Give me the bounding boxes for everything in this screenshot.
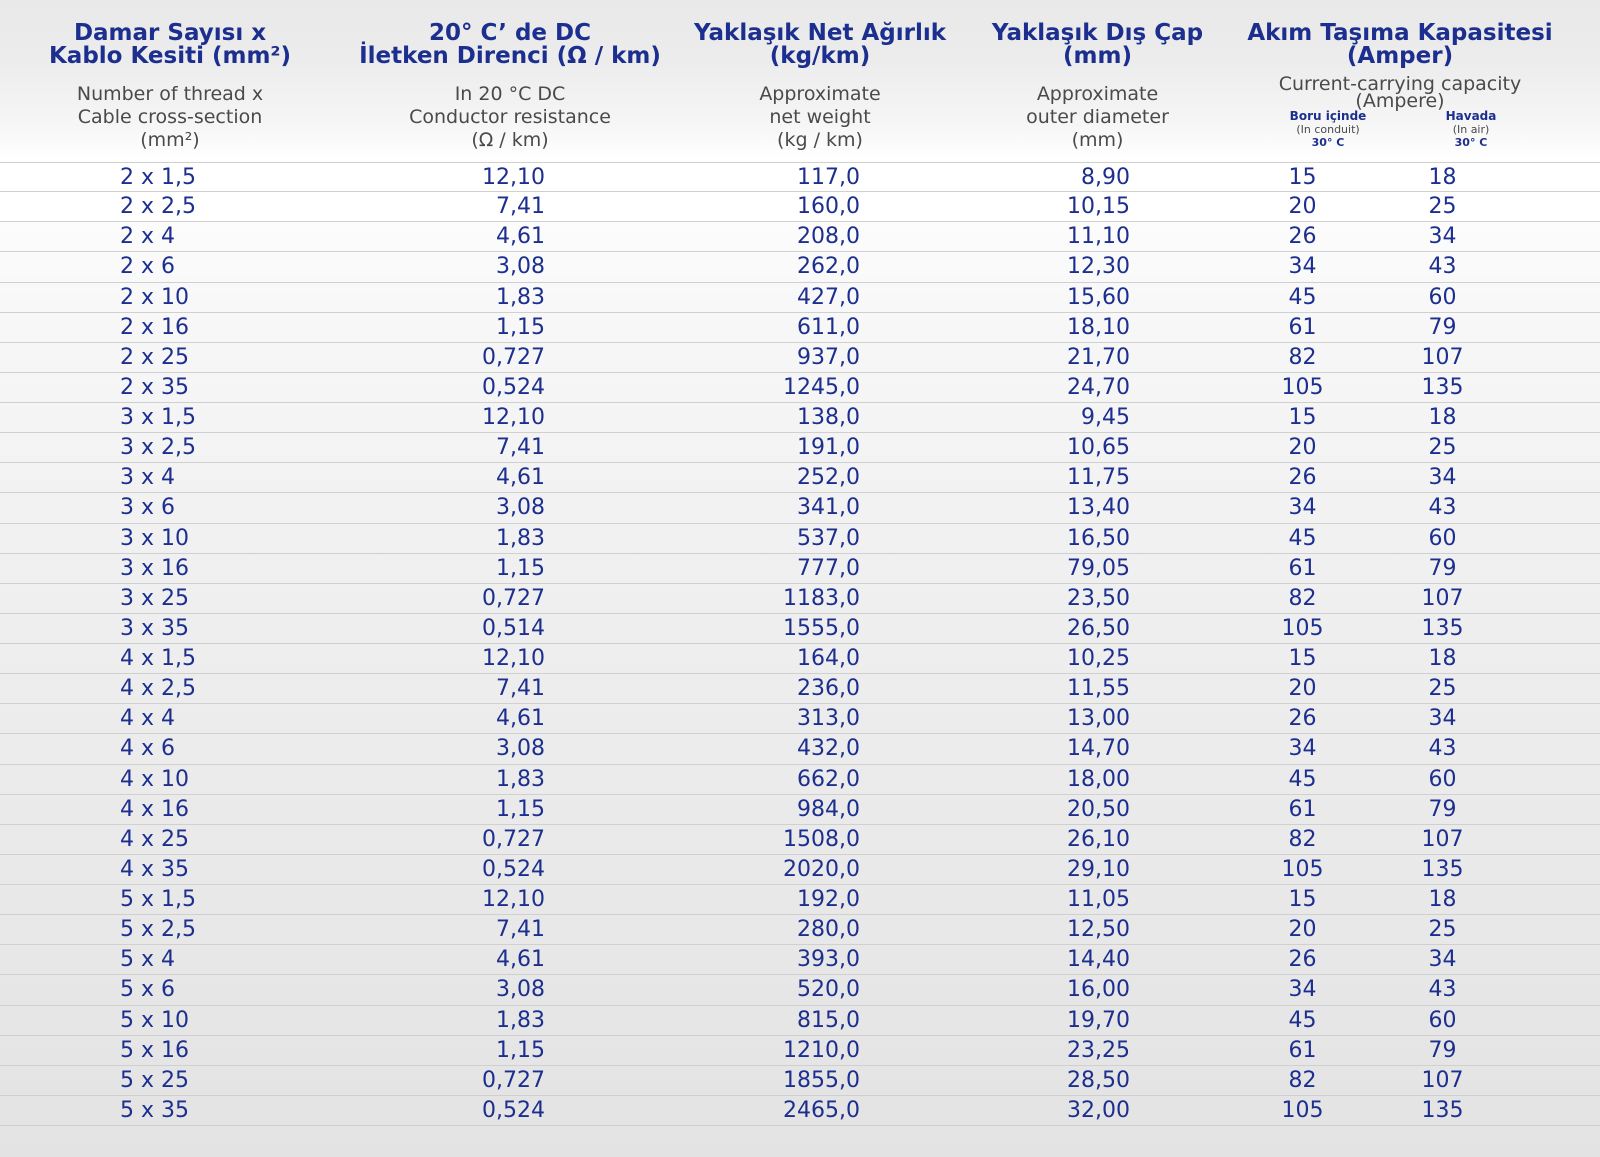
resistance-cell: 3,08 <box>496 736 545 762</box>
weight-cell: 191,0 <box>797 435 860 461</box>
conduit-capacity-cell: 61 <box>1288 314 1317 340</box>
resistance-cell: 4,61 <box>496 947 545 973</box>
cable-size-cell: 4 x 1,5 <box>120 646 196 671</box>
air-capacity-cell: 107 <box>1421 344 1464 370</box>
table-row <box>0 885 1600 915</box>
weight-cell: 984,0 <box>797 796 860 822</box>
subheader-in-conduit: Boru içinde (In conduit) 30° C <box>1289 109 1367 149</box>
table-row <box>0 1006 1600 1036</box>
cable-size-cell: 4 x 2,5 <box>120 676 196 702</box>
cable-size-cell: 5 x 4 <box>120 947 175 973</box>
header-title-en: Number of thread x Cable cross-section (mm²) <box>76 83 264 151</box>
air-capacity-cell: 43 <box>1428 495 1457 521</box>
weight-cell: 252,0 <box>797 465 860 491</box>
resistance-cell: 1,83 <box>496 525 545 551</box>
cable-size-cell: 3 x 6 <box>120 495 175 521</box>
conduit-capacity-cell: 34 <box>1288 254 1317 280</box>
air-capacity-cell: 25 <box>1428 194 1457 220</box>
cable-size-cell: 3 x 4 <box>120 465 175 491</box>
weight-cell: 164,0 <box>797 646 860 671</box>
diameter-cell: 18,00 <box>1067 766 1130 792</box>
cable-size-cell: 3 x 35 <box>120 615 189 641</box>
air-capacity-cell: 43 <box>1428 977 1457 1003</box>
weight-cell: 138,0 <box>797 405 860 430</box>
air-capacity-cell: 34 <box>1428 224 1457 250</box>
conduit-capacity-cell: 26 <box>1288 224 1317 250</box>
resistance-cell: 1,83 <box>496 284 545 310</box>
cable-size-cell: 2 x 35 <box>120 374 189 400</box>
cable-size-cell: 2 x 1,5 <box>120 165 196 190</box>
weight-cell: 1855,0 <box>783 1067 860 1093</box>
weight-cell: 341,0 <box>797 495 860 521</box>
resistance-cell: 4,61 <box>496 706 545 732</box>
conduit-capacity-cell: 26 <box>1288 947 1317 973</box>
weight-cell: 262,0 <box>797 254 860 280</box>
diameter-cell: 10,25 <box>1067 646 1130 671</box>
table-body <box>0 162 1600 1126</box>
table-row <box>0 734 1600 764</box>
air-capacity-cell: 25 <box>1428 676 1457 702</box>
diameter-cell: 12,30 <box>1067 254 1130 280</box>
air-capacity-cell: 107 <box>1421 585 1464 611</box>
cable-size-cell: 3 x 25 <box>120 585 189 611</box>
air-capacity-cell: 135 <box>1421 374 1464 400</box>
diameter-cell: 16,50 <box>1067 525 1130 551</box>
table-row <box>0 674 1600 704</box>
diameter-cell: 28,50 <box>1067 1067 1130 1093</box>
diameter-cell: 11,10 <box>1067 224 1130 250</box>
table-row <box>0 222 1600 252</box>
header-title-tr: Damar Sayısı x Kablo Kesiti (mm²) <box>48 20 291 69</box>
diameter-cell: 16,00 <box>1067 977 1130 1003</box>
air-capacity-cell: 60 <box>1428 766 1457 792</box>
header-outer-diameter <box>970 0 1225 160</box>
table-row <box>0 343 1600 373</box>
resistance-cell: 7,41 <box>496 435 545 461</box>
resistance-cell: 3,08 <box>496 495 545 521</box>
conduit-capacity-cell: 45 <box>1288 525 1317 551</box>
conduit-capacity-cell: 45 <box>1288 766 1317 792</box>
resistance-cell: 0,727 <box>482 1067 545 1093</box>
weight-cell: 280,0 <box>797 917 860 943</box>
resistance-cell: 0,727 <box>482 826 545 852</box>
table-row <box>0 584 1600 614</box>
diameter-cell: 10,15 <box>1067 194 1130 220</box>
diameter-cell: 15,60 <box>1067 284 1130 310</box>
table-header <box>0 0 1600 160</box>
conduit-capacity-cell: 20 <box>1288 676 1317 702</box>
conduit-capacity-cell: 45 <box>1288 1007 1317 1033</box>
diameter-cell: 14,40 <box>1067 947 1130 973</box>
table-row <box>0 765 1600 795</box>
diameter-cell: 23,25 <box>1067 1037 1130 1063</box>
header-conductor-count <box>20 0 320 160</box>
table-row <box>0 554 1600 584</box>
diameter-cell: 13,00 <box>1067 706 1130 732</box>
resistance-cell: 7,41 <box>496 194 545 220</box>
conduit-capacity-cell: 82 <box>1288 1067 1317 1093</box>
resistance-cell: 12,10 <box>482 165 545 190</box>
header-net-weight <box>680 0 960 160</box>
header-title-tr: Akım Taşıma Kapasitesi (Amper) <box>1247 20 1553 69</box>
header-title-en: In 20 °C DC Conductor resistance (Ω / km) <box>409 83 611 151</box>
cable-size-cell: 2 x 25 <box>120 344 189 370</box>
table-row <box>0 283 1600 313</box>
air-capacity-cell: 18 <box>1428 887 1457 912</box>
diameter-cell: 8,90 <box>1081 165 1130 190</box>
table-row <box>0 493 1600 523</box>
table-row <box>0 1036 1600 1066</box>
resistance-cell: 0,514 <box>482 615 545 641</box>
diameter-cell: 11,75 <box>1067 465 1130 491</box>
conduit-capacity-cell: 15 <box>1288 887 1317 912</box>
resistance-cell: 0,524 <box>482 374 545 400</box>
diameter-cell: 10,65 <box>1067 435 1130 461</box>
conduit-capacity-cell: 61 <box>1288 555 1317 581</box>
resistance-cell: 0,524 <box>482 856 545 882</box>
diameter-cell: 18,10 <box>1067 314 1130 340</box>
weight-cell: 1508,0 <box>783 826 860 852</box>
air-capacity-cell: 34 <box>1428 465 1457 491</box>
cable-size-cell: 5 x 10 <box>120 1007 189 1033</box>
conduit-capacity-cell: 20 <box>1288 917 1317 943</box>
table-row <box>0 1096 1600 1126</box>
cable-size-cell: 2 x 4 <box>120 224 175 250</box>
table-row <box>0 945 1600 975</box>
diameter-cell: 32,00 <box>1067 1097 1130 1123</box>
conduit-capacity-cell: 34 <box>1288 495 1317 521</box>
air-capacity-cell: 135 <box>1421 856 1464 882</box>
diameter-cell: 23,50 <box>1067 585 1130 611</box>
table-row <box>0 313 1600 343</box>
cable-size-cell: 2 x 10 <box>120 284 189 310</box>
resistance-cell: 12,10 <box>482 887 545 912</box>
cable-size-cell: 4 x 10 <box>120 766 189 792</box>
weight-cell: 160,0 <box>797 194 860 220</box>
table-row <box>0 704 1600 734</box>
header-title-tr: Yaklaşık Net Ağırlık (kg/km) <box>693 20 947 69</box>
conduit-capacity-cell: 61 <box>1288 1037 1317 1063</box>
resistance-cell: 4,61 <box>496 465 545 491</box>
air-capacity-cell: 60 <box>1428 1007 1457 1033</box>
conduit-capacity-cell: 105 <box>1281 374 1324 400</box>
cable-size-cell: 4 x 25 <box>120 826 189 852</box>
diameter-cell: 79,05 <box>1067 555 1130 581</box>
cable-size-cell: 2 x 16 <box>120 314 189 340</box>
conduit-capacity-cell: 15 <box>1288 165 1317 190</box>
conduit-capacity-cell: 105 <box>1281 856 1324 882</box>
weight-cell: 313,0 <box>797 706 860 732</box>
diameter-cell: 29,10 <box>1067 856 1130 882</box>
table-row <box>0 252 1600 282</box>
weight-cell: 1555,0 <box>783 615 860 641</box>
cable-size-cell: 2 x 6 <box>120 254 175 280</box>
diameter-cell: 19,70 <box>1067 1007 1130 1033</box>
air-capacity-cell: 135 <box>1421 1097 1464 1123</box>
conduit-capacity-cell: 105 <box>1281 1097 1324 1123</box>
header-title-tr: 20° C’ de DC İletken Direnci (Ω / km) <box>359 20 661 69</box>
diameter-cell: 13,40 <box>1067 495 1130 521</box>
diameter-cell: 12,50 <box>1067 917 1130 943</box>
diameter-cell: 24,70 <box>1067 374 1130 400</box>
resistance-cell: 7,41 <box>496 676 545 702</box>
table-row <box>0 373 1600 403</box>
conduit-capacity-cell: 20 <box>1288 194 1317 220</box>
air-capacity-cell: 25 <box>1428 435 1457 461</box>
diameter-cell: 26,10 <box>1067 826 1130 852</box>
air-capacity-cell: 18 <box>1428 165 1457 190</box>
conduit-capacity-cell: 15 <box>1288 405 1317 430</box>
weight-cell: 192,0 <box>797 887 860 912</box>
table-row <box>0 463 1600 493</box>
diameter-cell: 14,70 <box>1067 736 1130 762</box>
weight-cell: 236,0 <box>797 676 860 702</box>
air-capacity-cell: 79 <box>1428 796 1457 822</box>
resistance-cell: 3,08 <box>496 254 545 280</box>
weight-cell: 937,0 <box>797 344 860 370</box>
subheader-in-air: Havada (In air) 30° C <box>1445 109 1497 149</box>
weight-cell: 1210,0 <box>783 1037 860 1063</box>
resistance-cell: 12,10 <box>482 405 545 430</box>
header-title-tr: Yaklaşık Dış Çap (mm) <box>991 20 1204 69</box>
weight-cell: 1245,0 <box>783 374 860 400</box>
resistance-cell: 0,727 <box>482 344 545 370</box>
table-row <box>0 524 1600 554</box>
air-capacity-cell: 18 <box>1428 646 1457 671</box>
cable-size-cell: 4 x 4 <box>120 706 175 732</box>
diameter-cell: 11,05 <box>1067 887 1130 912</box>
weight-cell: 537,0 <box>797 525 860 551</box>
table-row <box>0 403 1600 433</box>
cable-size-cell: 3 x 1,5 <box>120 405 196 430</box>
resistance-cell: 3,08 <box>496 977 545 1003</box>
table-row <box>0 1066 1600 1096</box>
air-capacity-cell: 34 <box>1428 706 1457 732</box>
weight-cell: 520,0 <box>797 977 860 1003</box>
weight-cell: 1183,0 <box>783 585 860 611</box>
air-capacity-cell: 79 <box>1428 1037 1457 1063</box>
cable-size-cell: 4 x 35 <box>120 856 189 882</box>
conduit-capacity-cell: 82 <box>1288 585 1317 611</box>
resistance-cell: 1,83 <box>496 766 545 792</box>
weight-cell: 432,0 <box>797 736 860 762</box>
table-row <box>0 855 1600 885</box>
resistance-cell: 1,15 <box>496 796 545 822</box>
resistance-cell: 7,41 <box>496 917 545 943</box>
resistance-cell: 0,524 <box>482 1097 545 1123</box>
conduit-capacity-cell: 26 <box>1288 706 1317 732</box>
resistance-cell: 4,61 <box>496 224 545 250</box>
cable-size-cell: 5 x 16 <box>120 1037 189 1063</box>
diameter-cell: 20,50 <box>1067 796 1130 822</box>
header-title-en: Approximate net weight (kg / km) <box>759 83 881 151</box>
weight-cell: 611,0 <box>797 314 860 340</box>
cable-size-cell: 5 x 6 <box>120 977 175 1003</box>
resistance-cell: 1,15 <box>496 314 545 340</box>
diameter-cell: 11,55 <box>1067 676 1130 702</box>
table-row <box>0 975 1600 1005</box>
cable-size-cell: 4 x 16 <box>120 796 189 822</box>
air-capacity-cell: 79 <box>1428 555 1457 581</box>
air-capacity-cell: 135 <box>1421 615 1464 641</box>
conduit-capacity-cell: 45 <box>1288 284 1317 310</box>
air-capacity-cell: 43 <box>1428 736 1457 762</box>
diameter-cell: 21,70 <box>1067 344 1130 370</box>
table-row <box>0 795 1600 825</box>
diameter-cell: 26,50 <box>1067 615 1130 641</box>
diameter-cell: 9,45 <box>1081 405 1130 430</box>
conduit-capacity-cell: 82 <box>1288 826 1317 852</box>
air-capacity-cell: 107 <box>1421 1067 1464 1093</box>
resistance-cell: 12,10 <box>482 646 545 671</box>
conduit-capacity-cell: 20 <box>1288 435 1317 461</box>
weight-cell: 208,0 <box>797 224 860 250</box>
conduit-capacity-cell: 61 <box>1288 796 1317 822</box>
conduit-capacity-cell: 26 <box>1288 465 1317 491</box>
table-row <box>0 192 1600 222</box>
cable-size-cell: 3 x 16 <box>120 555 189 581</box>
table-row <box>0 915 1600 945</box>
cable-size-cell: 5 x 1,5 <box>120 887 196 912</box>
conduit-capacity-cell: 34 <box>1288 977 1317 1003</box>
weight-cell: 2020,0 <box>783 856 860 882</box>
air-capacity-cell: 25 <box>1428 917 1457 943</box>
weight-cell: 2465,0 <box>783 1097 860 1123</box>
air-capacity-cell: 34 <box>1428 947 1457 973</box>
air-capacity-cell: 79 <box>1428 314 1457 340</box>
cable-size-cell: 4 x 6 <box>120 736 175 762</box>
air-capacity-cell: 43 <box>1428 254 1457 280</box>
weight-cell: 815,0 <box>797 1007 860 1033</box>
weight-cell: 427,0 <box>797 284 860 310</box>
weight-cell: 117,0 <box>797 165 860 190</box>
resistance-cell: 1,15 <box>496 555 545 581</box>
weight-cell: 662,0 <box>797 766 860 792</box>
conduit-capacity-cell: 105 <box>1281 615 1324 641</box>
conduit-capacity-cell: 15 <box>1288 646 1317 671</box>
header-resistance <box>350 0 670 160</box>
air-capacity-cell: 60 <box>1428 284 1457 310</box>
resistance-cell: 1,15 <box>496 1037 545 1063</box>
table-row <box>0 614 1600 644</box>
conduit-capacity-cell: 34 <box>1288 736 1317 762</box>
resistance-cell: 1,83 <box>496 1007 545 1033</box>
weight-cell: 393,0 <box>797 947 860 973</box>
weight-cell: 777,0 <box>797 555 860 581</box>
table-row <box>0 825 1600 855</box>
table-row <box>0 644 1600 674</box>
header-title-en: Approximate outer diameter (mm) <box>1026 83 1169 151</box>
cable-size-cell: 5 x 2,5 <box>120 917 196 943</box>
cable-size-cell: 5 x 25 <box>120 1067 189 1093</box>
cable-size-cell: 2 x 2,5 <box>120 194 196 220</box>
table-row <box>0 162 1600 192</box>
header-title-en: Current-carrying capacity (Ampere) <box>1278 73 1522 112</box>
resistance-cell: 0,727 <box>482 585 545 611</box>
air-capacity-cell: 60 <box>1428 525 1457 551</box>
conduit-capacity-cell: 82 <box>1288 344 1317 370</box>
air-capacity-cell: 107 <box>1421 826 1464 852</box>
cable-size-cell: 3 x 2,5 <box>120 435 196 461</box>
cable-size-cell: 5 x 35 <box>120 1097 189 1123</box>
cable-size-cell: 3 x 10 <box>120 525 189 551</box>
air-capacity-cell: 18 <box>1428 405 1457 430</box>
table-row <box>0 433 1600 463</box>
